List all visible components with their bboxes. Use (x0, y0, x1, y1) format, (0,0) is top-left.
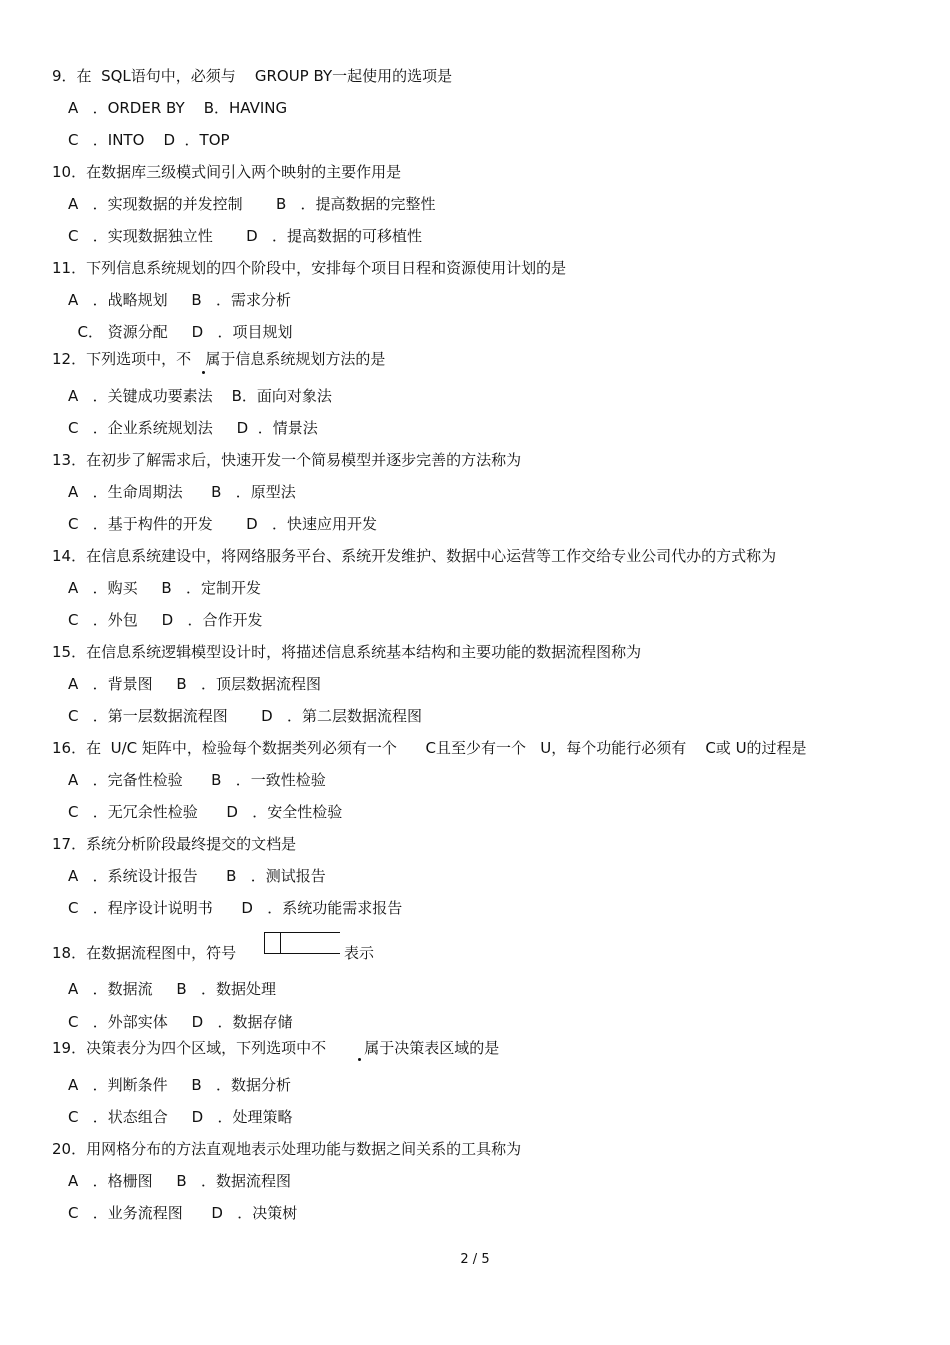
q11-options-cd: C． 资源分配 D ．项目规划 (68, 323, 293, 341)
data-store-symbol (264, 932, 340, 954)
question-20: 20．用网格分布的方法直观地表示处理功能与数据之间关系的工具称为 (52, 1140, 522, 1158)
q17-options-ab: A ．系统设计报告 B ．测试报告 (68, 867, 326, 885)
q10-options-ab: A ．实现数据的并发控制 B ．提高数据的完整性 (68, 195, 436, 213)
q16-options-cd: C ．无冗余性检验 D ．安全性检验 (68, 803, 343, 821)
q12-options-ab: A ．关键成功要素法 B．面向对象法 (68, 387, 332, 405)
q10-options-cd: C ．实现数据独立性 D ．提高数据的可移植性 (68, 227, 423, 245)
question-12: 12．下列选项中，不 属于信息系统规划方法的是 (52, 350, 386, 368)
q14-options-ab: A ．购买 B ．定制开发 (68, 579, 262, 597)
emphasis-dot (358, 1058, 361, 1061)
q20-options-ab: A ．格栅图 B ．数据流程图 (68, 1172, 292, 1190)
q13-options-ab: A ．生命周期法 B ．原型法 (68, 483, 296, 501)
q20-options-cd: C ．业务流程图 D ．决策树 (68, 1204, 298, 1222)
question-18: 18．在数据流程图中，符号 (52, 944, 237, 962)
question-10: 10．在数据库三级模式间引入两个映射的主要作用是 (52, 163, 402, 181)
q19-options-ab: A ．判断条件 B ．数据分析 (68, 1076, 292, 1094)
emphasis-dot (202, 371, 205, 374)
question-15: 15．在信息系统逻辑模型设计时，将描述信息系统基本结构和主要功能的数据流程图称为 (52, 643, 642, 661)
question-17: 17．系统分析阶段最终提交的文档是 (52, 835, 297, 853)
question-9: 9．在 SQL语句中，必须与 GROUP BY一起使用的选项是 (52, 67, 453, 85)
q9-options-ab: A ．ORDER BY B．HAVING (68, 99, 288, 117)
q17-options-cd: C ．程序设计说明书 D ．系统功能需求报告 (68, 899, 403, 917)
question-19: 19．决策表分为四个区域，下列选项中不 属于决策表区域的是 (52, 1039, 500, 1057)
question-13: 13．在初步了解需求后，快速开发一个简易模型并逐步完善的方法称为 (52, 451, 522, 469)
q13-options-cd: C ．基于构件的开发 D ．快速应用开发 (68, 515, 378, 533)
q16-options-ab: A ．完备性检验 B ．一致性检验 (68, 771, 326, 789)
q14-options-cd: C ．外包 D ．合作开发 (68, 611, 263, 629)
q11-options-ab: A ．战略规划 B ．需求分析 (68, 291, 292, 309)
q19-options-cd: C ．状态组合 D ．处理策略 (68, 1108, 293, 1126)
question-16: 16．在 U/C 矩阵中，检验每个数据类列必须有一个 C且至少有一个 U，每个功能行必须有 C或 U的过程是 (52, 739, 807, 757)
question-18-suffix: 表示 (344, 944, 375, 962)
question-14: 14．在信息系统建设中，将网络服务平台、系统开发维护、数据中心运营等工作交给专业公司代办的方式称为 (52, 547, 777, 565)
q18-options-ab: A ．数据流 B ．数据处理 (68, 980, 277, 998)
q9-options-cd: C ．INTO D ．TOP (68, 131, 230, 149)
q15-options-ab: A ．背景图 B ．顶层数据流程图 (68, 675, 322, 693)
q12-options-cd: C ．企业系统规划法 D ．情景法 (68, 419, 318, 437)
q18-options-cd: C ．外部实体 D ．数据存储 (68, 1013, 293, 1031)
question-11: 11．下列信息系统规划的四个阶段中，安排每个项目日程和资源使用计划的是 (52, 259, 567, 277)
page-number: 2 / 5 (460, 1252, 490, 1267)
q15-options-cd: C ．第一层数据流程图 D ．第二层数据流程图 (68, 707, 423, 725)
